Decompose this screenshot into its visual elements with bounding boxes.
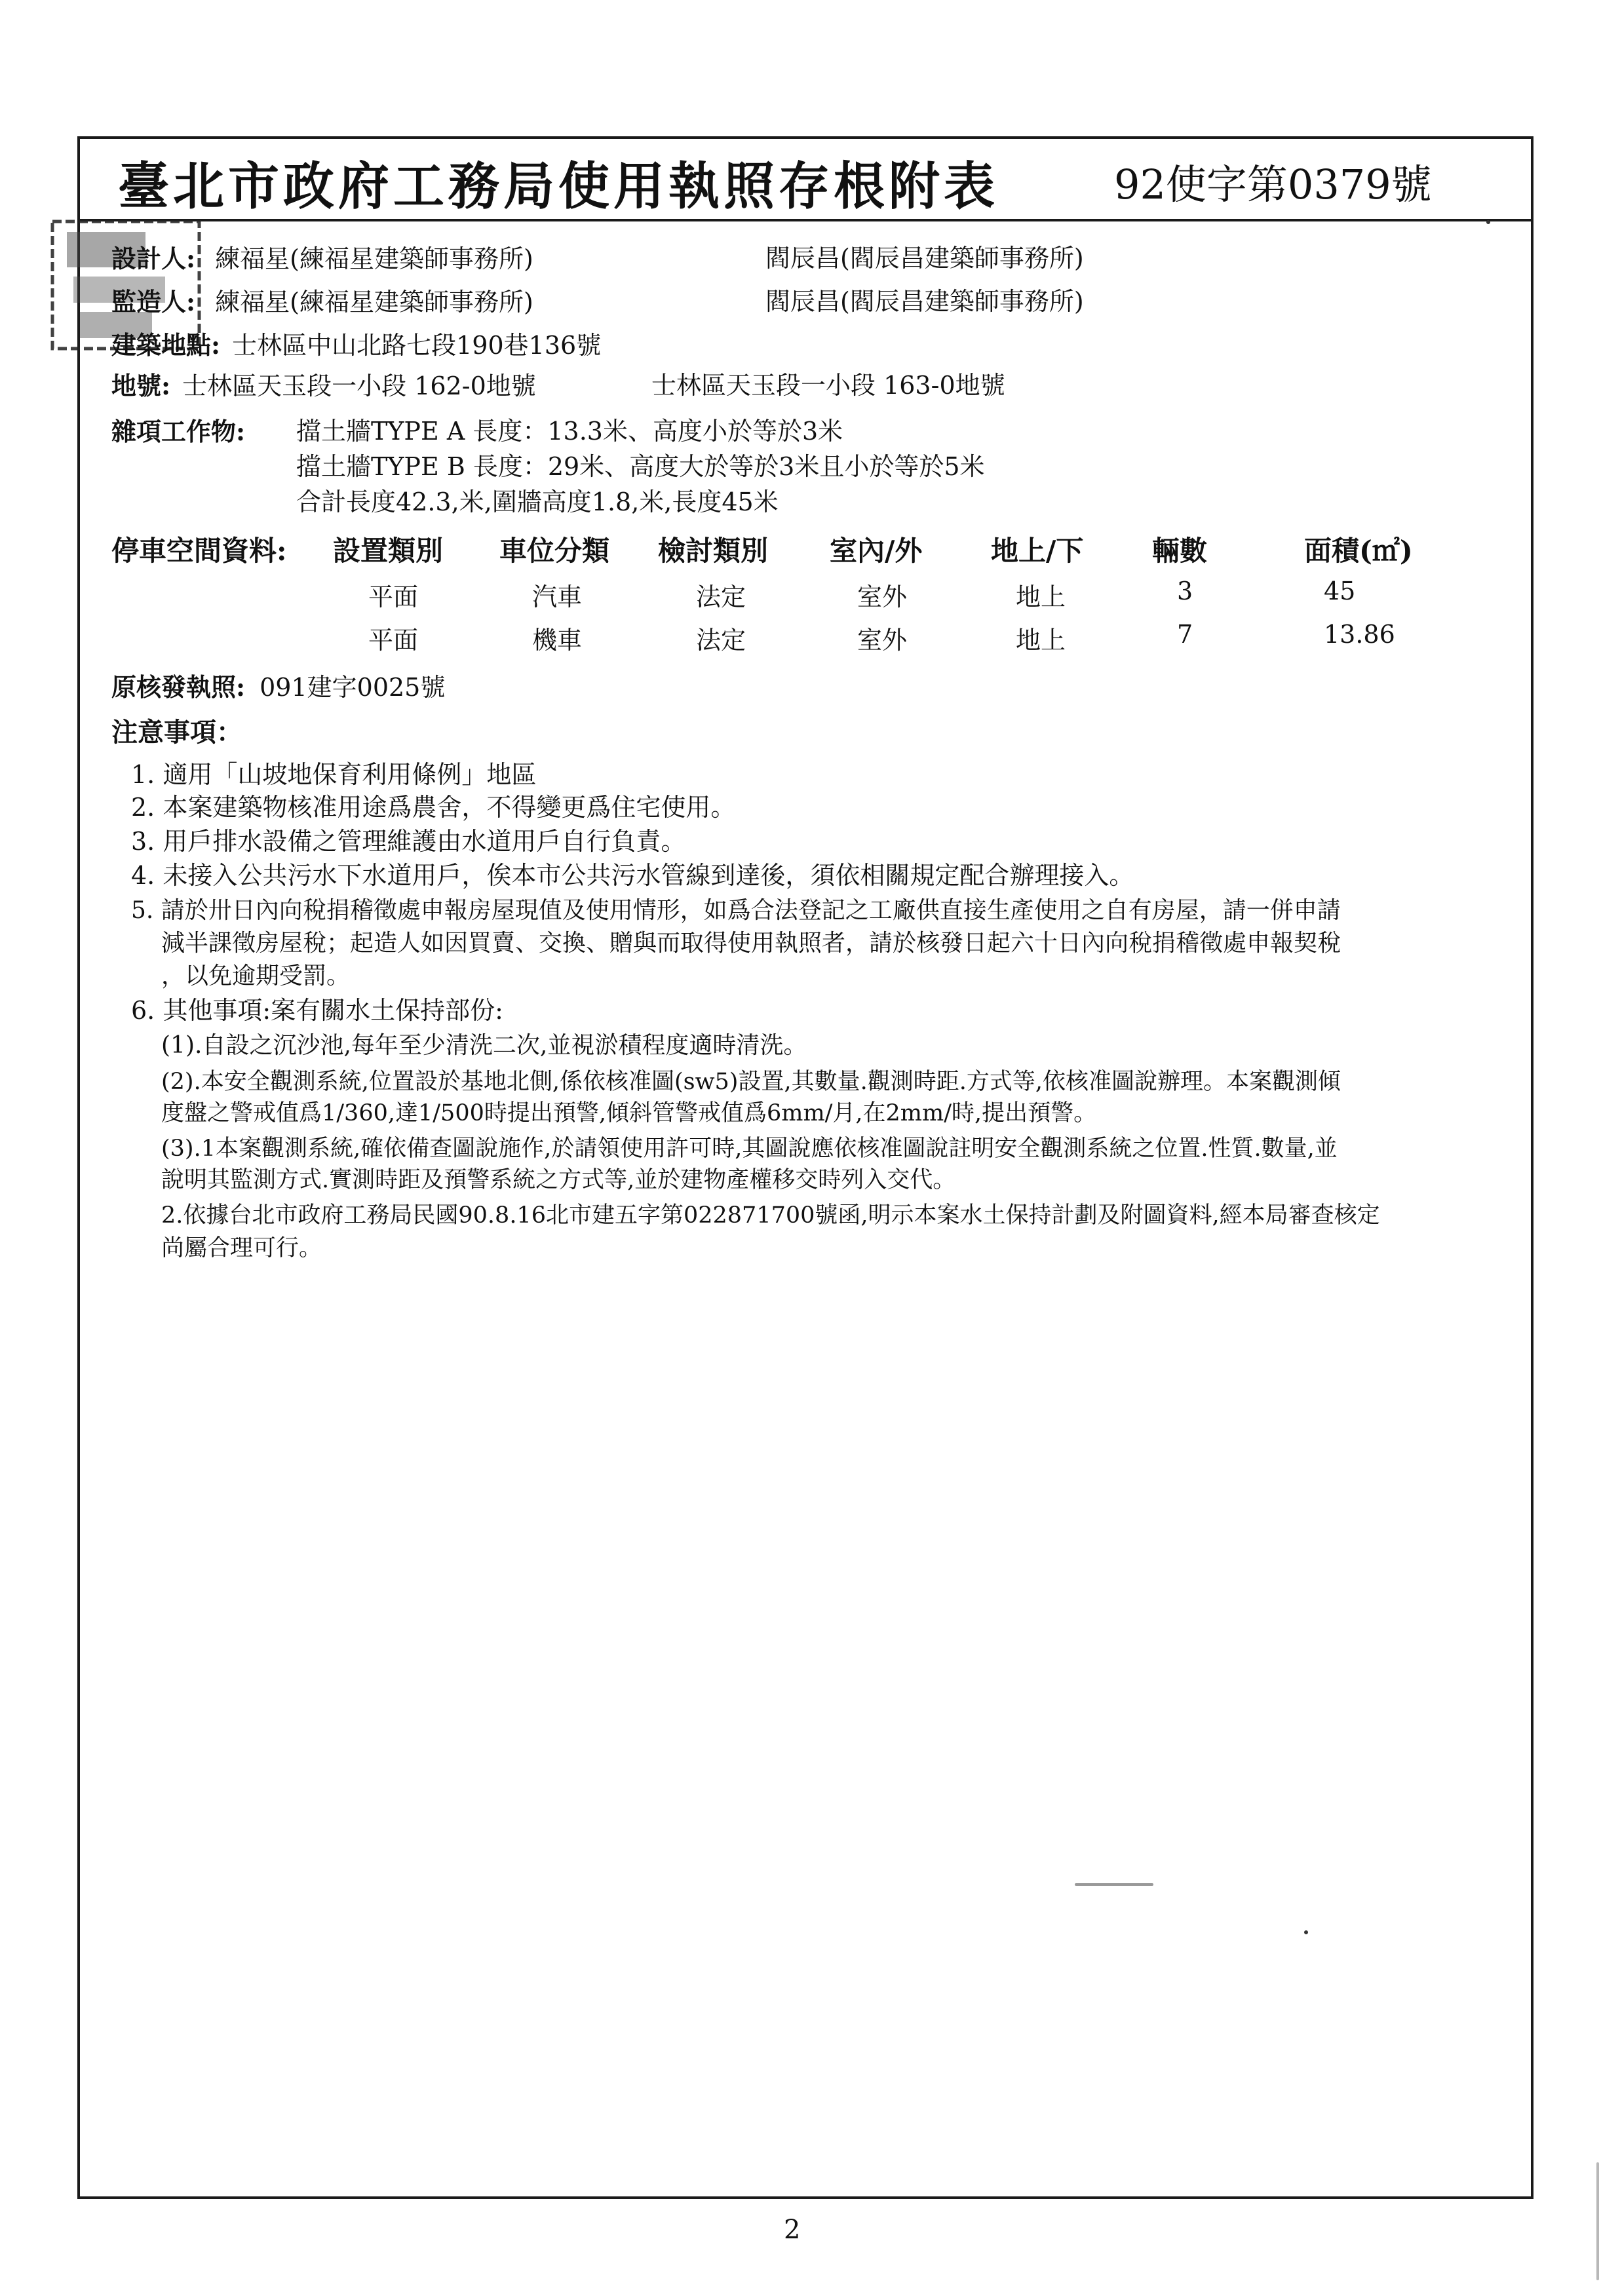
address-value: 士林區中山北路七段190巷136號	[232, 331, 602, 360]
list-item: 說明其監測方式.實測時距及預警系統之方式等,並於建物產權移交時列入交代。	[161, 1167, 956, 1193]
table-cell: 45	[1324, 577, 1356, 605]
parking-col-review: 檢討類別	[658, 535, 769, 567]
list-item: 度盤之警戒值爲1/360,達1/500時提出預警,傾斜管警戒值爲6mm/月,在2mm/時,提出預警。	[161, 1100, 1097, 1126]
list-item: 5. 請於卅日內向稅捐稽徵處申報房屋現值及使用情形，如爲合法登記之工廠供直接生產使用之自有房屋，請一併申請	[131, 897, 1341, 924]
table-cell: 3	[1177, 577, 1193, 605]
original-license-label: 原核發執照:	[111, 672, 246, 702]
misc-label: 雜項工作物:	[111, 417, 246, 446]
parking-col-indoor: 室內/外	[830, 535, 923, 567]
table-cell: 機車	[532, 626, 583, 655]
designer-1: 練福星(練福星建築師事務所)	[215, 244, 533, 273]
lot-label: 地號:	[111, 371, 171, 400]
table-cell: 法定	[696, 626, 746, 655]
parking-col-vehicle: 車位分類	[499, 535, 610, 567]
list-item: 2. 本案建築物核准用途爲農舍，不得變更爲住宅使用。	[131, 793, 736, 822]
scan-speck	[1304, 1930, 1308, 1934]
list-item: 1. 適用「山坡地保育利用條例」地區	[131, 760, 537, 789]
parking-label: 停車空間資料:	[111, 535, 287, 567]
list-item: (3).1本案觀測系統,確依備查圖說施作,於請領使用許可時,其圖說應依核准圖說註明安全觀測系統之位置.性質.數量,並	[161, 1136, 1338, 1162]
designer-label: 設計人:	[111, 244, 196, 273]
notes-heading: 注意事項：	[111, 717, 242, 748]
table-cell: 平面	[368, 626, 419, 655]
header-divider	[77, 219, 1533, 221]
parking-col-count: 輛數	[1152, 535, 1208, 567]
parking-col-type: 設置類別	[333, 535, 444, 567]
permit-number: 92使字第0379號	[1114, 161, 1432, 208]
scan-speck	[1075, 1883, 1153, 1886]
table-cell: 7	[1177, 620, 1193, 649]
parking-col-area: 面積(㎡)	[1304, 535, 1413, 567]
list-item: (2).本安全觀測系統,位置設於基地北側,係依核准圖(sw5)設置,其數量.觀測時距.方式等,依核准圖說辦理。本案觀測傾	[161, 1069, 1341, 1095]
misc-line-2: 擋土牆TYPE B 長度：29米、高度大於等於3米且小於等於5米	[296, 452, 985, 481]
original-license-value: 091建字0025號	[260, 673, 446, 702]
scan-speck	[1486, 220, 1490, 224]
supervisor-label: 監造人:	[111, 287, 196, 316]
misc-line-3: 合計長度42.3,米,圍牆高度1.8,米,長度45米	[296, 488, 779, 516]
parking-col-level: 地上/下	[991, 535, 1084, 567]
supervisor-2: 閻辰昌(閻辰昌建築師事務所)	[765, 287, 1084, 316]
table-cell: 法定	[696, 583, 746, 611]
document-title: 臺北市政府工務局使用執照存根附表	[118, 157, 999, 216]
table-cell: 地上	[1016, 626, 1066, 655]
list-item: 3. 用戶排水設備之管理維護由水道用戶自行負責。	[131, 827, 686, 856]
list-item: 2.依據台北市政府工務局民國90.8.16北市建五字第022871700號函,明示本案水土保持計劃及附圖資料,經本局審查核定	[161, 1202, 1380, 1229]
page-number: 2	[784, 2215, 801, 2245]
misc-line-1: 擋土牆TYPE A 長度：13.3米、高度小於等於3米	[296, 417, 843, 446]
table-cell: 13.86	[1324, 620, 1395, 649]
lot-1: 士林區天玉段一小段 162-0地號	[182, 372, 536, 400]
table-cell: 平面	[368, 583, 419, 611]
table-cell: 汽車	[532, 583, 583, 611]
table-cell: 室外	[857, 626, 908, 655]
table-cell: 室外	[857, 583, 908, 611]
designer-2: 閻辰昌(閻辰昌建築師事務所)	[765, 244, 1084, 273]
list-item: 尚屬合理可行。	[161, 1235, 322, 1261]
list-item: 6. 其他事項:案有關水土保持部份:	[131, 996, 503, 1025]
scan-speck	[1596, 2162, 1599, 2280]
list-item: 4. 未接入公共污水下水道用戶，俟本市公共污水管線到達後，須依相關規定配合辦理接入。	[131, 861, 1134, 890]
lot-2: 士林區天玉段一小段 163-0地號	[651, 371, 1005, 400]
supervisor-1: 練福星(練福星建築師事務所)	[215, 288, 533, 316]
list-item: ，以免逾期受罰。	[161, 963, 351, 989]
table-cell: 地上	[1016, 583, 1066, 611]
list-item: (1).自設之沉沙池,每年至少清洗二次,並視淤積程度適時清洗。	[161, 1032, 807, 1059]
list-item: 減半課徵房屋稅；起造人如因買賣、交換、贈與而取得使用執照者，請於核發日起六十日內向稅捐稽徵處申報契稅	[161, 930, 1341, 957]
address-label: 建築地點:	[111, 330, 221, 360]
